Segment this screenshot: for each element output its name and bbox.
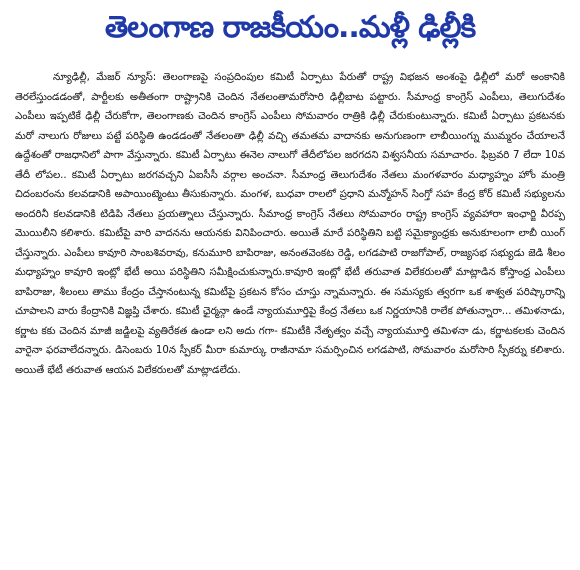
headline: తెలంగాణ రాజకీయం..మళ్లీ ఢిల్లీకి [104, 10, 476, 45]
article-body: న్యూఢిల్లీ, మేజర్ న్యూస్: తెలంగాణపై సంప్రదింపుల కమిటీ ఏర్పాటు పేరుతో రాష్ట్ర విభజన అంశంపై ఢిల్లీలో మరో అంకానికి తెరలేస్తుండడంతో, పార్టీలకు అతీతంగా రాష్ట్రానికి చెందిన నేతలంతామరోసారి ఢిల్లీబాట పట్టారు. సీమాంధ్ర కాంగ్రెస్ ఎంపీలు, తెలుగుదేశం ఎంపీలు ఇప్పటికే ఢిల్లీ చేరుకోగా, తెలంగాణకు చెందిన కాంగ్రెస్ ఎంపీలు సోమవారం రాత్రికి ఢిల్లీ చేరుకుంటున్నారు. కమిటీ ఏర్పాటు ప్రకటనకు మరో నాలుగు రోజులు పట్టే పరిస్థితి ఉండడంతో నేతలంతా ఢిల్లీ వచ్చి తమతమ వాదానకు అనుగుణంగా లాబీయింగ్ను ముమ్మరం చేయాలనే ఉద్దేశంతో రాజధానిలో పాగా వేస్తున్నారు. కమిటీ ఏర్పాటు ఈనెల నాలుగో తేదీలోపల జరగదని విశ్వసనీయ సమాచారం. ఫిబ్రవరి 7 లేదా 10వ తేదీ లోపల.. కమిటీ ఏర్పాటు జరగవచ్చని ఏఐసీసీ వర్గాల అంచనా. సీమాంధ్ర తెలుగుదేశం నేతలు మంగళవారం మధ్యాహ్నం హోం మంత్రి చిదంబరంను కలవడానికి అపాయింట్మెంటు తీసుకున్నారు. మంగళ, బుధవా రాలలో ప్రధాని మన్మోహన్ సింగ్తో సహ కేంద్ర కోర్ కమిటీ సభ్యులను అందరినీ కలవడానికి టిడిపి నేతలు ప్రయత్నాలు చేస్తున్నారు. సీమాంధ్ర కాంగ్రెస్ నేతలు సోమవారం రాష్ట్ర కాంగ్రెస్ వ్యవహారా ఇంఛార్జి వీరప్ప మొయిలీని కలిశారు. కమిటీపై వారి వాదనను ఆయనకు వినిపించారు. అయితే మారే పరిస్థితిని బట్టి సమైక్యాంధ్రకు అనుకూలంగా లాబీ యింగ్ చేస్తున్నారు. ఎంపీలు కావూరి సాంబశివరావు, కనుమూరి బాపిరాజు, అనంతవెంకట రెడ్డి, లగడపాటి రాజగోపాల్, రాజ్యసభ సభ్యుడు జెడి శీలం మధ్యాహ్నం కావూరి ఇంట్లో భేటీ అయి పరిస్థితిని సమీక్షించుకున్నారు.కావూరి ఇంట్లో భేటీ తరువాత విలేకరులతో మాట్లాడిన కోస్తాంధ్ర ఎంపీలు బాపిరాజు, శీలంలు తాము కేంద్రం చేస్తానంటున్న కమిటీపై ప్రకటన కోసం చూస్తు న్నామన్నారు. ఈ సమస్యకు త్వరగా ఒక శాశ్వత పరిష్కారాన్ని చూపాలని వారు కేంద్రానికి విజ్ఞప్తి చేశారు. కమిటీ ఛైర్మన్గా ఉండే న్యాయమూర్తిపై కేంద్ర నేతలు ఒక నిర్ణయానికి రాలేక పోతున్నారా... తమిళనాడు, కర్ణాట కకు చెందిన మాజీ జడ్జిలపై వ్యతిరేకత ఉండా లని అదు గగా- కమిటీకి నేతృత్వం వచ్చే న్యాయమూర్తి తమిళనా డు, కర్ణాటకలకు చెందిన వారైనా ఫరవాలేదన్నారు. డిసెంబరు 10న స్పీకర్ మీరా కుమార్కు రాజీనామా సమర్పించిన లగడపాటి, సోమవారం మరోసారి స్పీకర్ను కలిశారు. అయితే భేటీ తరువాత ఆయన విలేకరులతో మాట్లాడలేదు. [15, 72, 565, 376]
